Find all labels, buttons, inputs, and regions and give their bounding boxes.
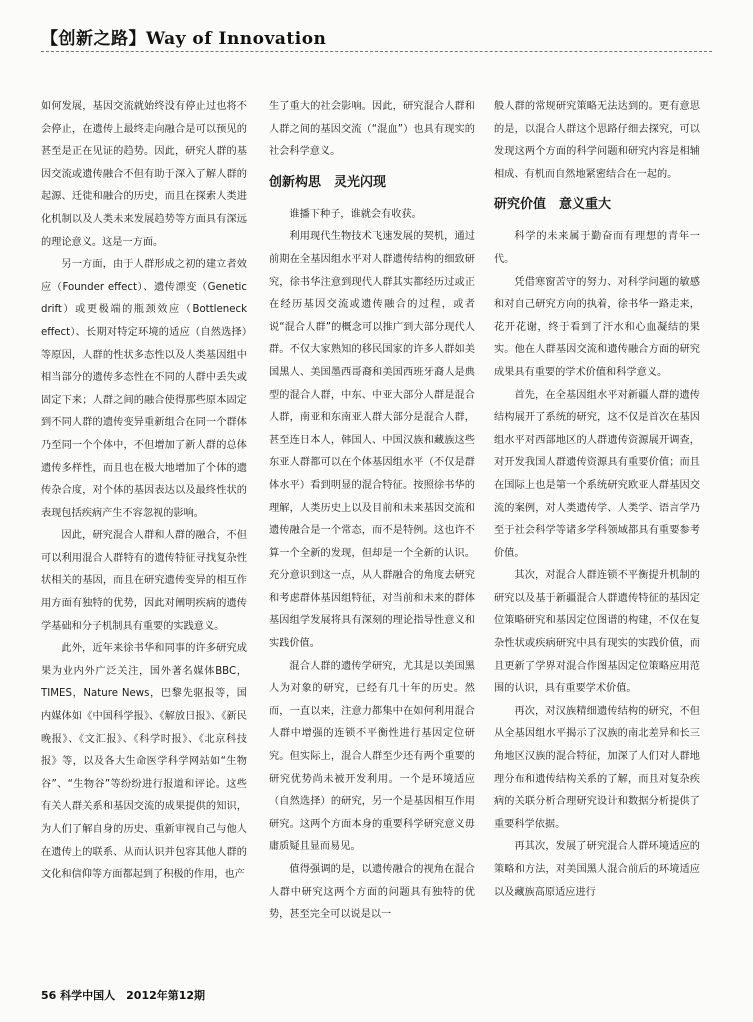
body-paragraph: 另一方面，由于人群形成之初的建立者效应（Founder effect）、遗传漂变（Genetic drift）或更极端的瓶颈效应（Bottleneck effect）、长期对特定环境的适应（自然选择）等原因，人群的性状多态性以及人类基因组中相当部分的遗传多态性在不同的人群中丢失或固定下来；人群之间的融合使得那些原本固定到不同人群的遗传变异重新组合在同一个群体乃至同一个个体中，不但增加了新人群的总体遗传多样性，而且也在极大地增加了个体的遗传杂合度，对个体的基因表达以及最终性状的表现包括疾病产生不容忽视的影响。	[41, 259, 247, 519]
body-paragraph: 再其次，发展了研究混合人群环境适应的策略和方法，对美国黑人混合前后的环境适应以及藏族高原适应进行	[494, 841, 700, 898]
header-divider	[41, 51, 712, 52]
body-paragraph: 值得强调的是，以遗传融合的视角在混合人群中研究这两个方面的问题具有独特的优势，甚至完全可以说是以一	[269, 864, 475, 921]
body-paragraph: 利用现代生物技术飞速发展的契机，通过前期在全基因组水平对人群遗传结构的细致研究，徐书华注意到现代人群其实都经历过或正在经历基因交流或遗传融合的过程，或者说“混合人群”的概念可以推广到大部分现代人群。不仅大家熟知的移民国家的许多人群如美国黑人、美国墨西哥裔和美国西班牙裔人是典型的混合人群，中东、中亚大部分人群是混合人群，南亚和东南亚人群大部分是混合人群，甚至连日本人，韩国人、中国汉族和藏族这些东亚人群都可以在个体基因组水平（不仅是群体水平）看到明显的混合特征。按照徐书华的理解，人类历史上以及目前和未来基因交流和遗传融合是一个常态，而不是特例。这也许不算一个全新的发现，但却是一个全新的认识。充分意识到这一点，从人群融合的角度去研究和考虑群体基因组特征，对当前和未来的群体基因组学发展将具有深刻的理论指导性意义和实践价值。	[269, 231, 475, 650]
body-paragraph: 因此，研究混合人群和人群的融合，不但可以利用混合人群特有的遗传特征寻找复杂性状相关的基因，而且在研究遗传变异的相互作用方面有独特的优势，因此对阐明疾病的遗传学基础和分子机制具有重要的实践意义。	[41, 530, 247, 632]
body-paragraph: 凭借寒窗苦守的努力、对科学问题的敏感和对自己研究方向的执着，徐书华一路走来，花开花谢，终于看到了汗水和心血凝结的果实。他在人群基因交流和遗传融合方面的研究成果具有重要的学术价值和科学意义。	[494, 276, 700, 378]
body-paragraph: 再次，对汉族精细遗传结构的研究，不但从全基因组水平揭示了汉族的南北差异和长三角地区汉族的混合特征，加深了人们对人群地理分布和遗传结构关系的了解，而且对复杂疾病的关联分析合理研究设计和数据分析提供了重要科学依据。	[494, 705, 700, 830]
body-paragraph: 混合人群的遗传学研究，尤其是以美国黑人为对象的研究，已经有几十年的历史。然而，一直以来，注意力都集中在如何利用混合人群中增强的连锁不平衡性进行基因定位研究。但实际上，混合人群至少还有两个重要的研究优势尚未被开发利用。一个是环境适应（自然选择）的研究，另一个是基因相互作用研究。这两个方面本身的重要科学研究意义毋庸质疑且显而易见。	[269, 660, 475, 853]
body-paragraph: 如何发展，基因交流就始终没有停止过也将不会停止，在遗传上最终走向融合是可以预见的甚至是正在见证的趋势。因此，研究人群的基因交流或遗传融合不但有助于深入了解人群的起源、迁徙和融合的历史，而且在探索人类进化机制以及人类未来发展趋势等方面具有深远的理论意义。这是一方面。	[41, 101, 247, 248]
page-footer: 56 科学中国人 2012年第12期	[41, 989, 206, 1002]
page-header: 【创新之路】Way of Innovation	[41, 29, 327, 49]
section-heading: 研究价值 意义重大	[494, 197, 612, 213]
text-column-2	[269, 96, 475, 976]
text-column-3	[494, 96, 700, 976]
body-paragraph: 此外，近年来徐书华和同事的许多研究成果为业内外广泛关注，国外著名媒体BBC，TIMES，Nature News，巴黎先驱报等，国内媒体如《中国科学报》、《解放日报》、《新民晚报》、《文汇报》、《科学时报》、《北京科技报》等，以及各大生命医学科学网站如“生物谷”、“生物谷”等纷纷进行报道和评论。这些有关人群关系和基因交流的成果提供的知识，为人们了解自身的历史、重新审视自己与他人在遗传上的联系、从而认识并包容其他人群的文化和信仰等方面都起到了积极的作用，也产	[41, 643, 247, 881]
body-paragraph: 其次，对混合人群连锁不平衡提升机制的研究以及基于新疆混合人群遗传特征的基因定位策略研究和基因定位图谱的构建，不仅在复杂性状或疾病研究中具有现实的实践价值，而且更新了学界对混合作图基因定位策略应用范围的认识，具有重要学术价值。	[494, 570, 700, 695]
body-paragraph: 首先，在全基因组水平对新疆人群的遗传结构展开了系统的研究，这不仅是首次在基因组水平对西部地区的人群遗传资源展开调查，对开发我国人群遗传资源具有重要价值；而且在国际上也是第一个系统研究欧亚人群基因交流的案例，对人类遗传学、人类学、语言学乃至于社会科学等诸多学科领域都具有重要参考价值。	[494, 389, 700, 559]
text-column-1	[41, 96, 247, 976]
body-paragraph: 生了重大的社会影响。因此，研究混合人群和人群之间的基因交流（“混血”）也具有现实的社会科学意义。	[269, 101, 475, 158]
body-paragraph: 般人群的常规研究策略无法达到的。更有意思的是，以混合人群这个思路仔细去探究，可以发现这两个方面的科学问题和研究内容是相辅相成、有机而自然地紧密结合在一起的。	[494, 101, 700, 180]
body-paragraph: 科学的未来属于勤奋而有理想的青年一代。	[494, 231, 700, 265]
body-paragraph: 谁播下种子，谁就会有收获。	[289, 208, 422, 220]
section-heading: 创新构思 灵光闪现	[269, 174, 387, 190]
